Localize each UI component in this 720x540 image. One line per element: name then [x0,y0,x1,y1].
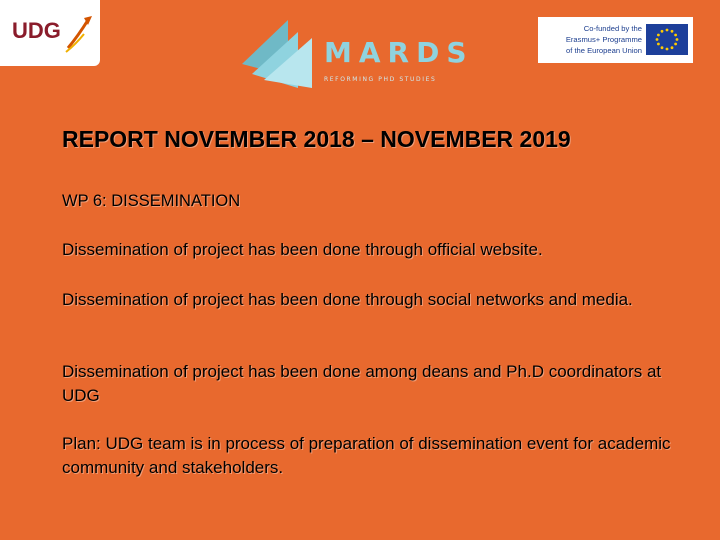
slide-title: REPORT NOVEMBER 2018 – NOVEMBER 2019 [62,126,571,152]
paragraph-social: Dissemination of project has been done through social networks and media. [62,290,633,309]
eu-text-line: of the European Union [566,46,642,55]
eu-cofunded-logo [538,17,693,63]
mards-title: MARDS [324,36,474,69]
eu-text-line: Erasmus+ Programme [565,35,642,44]
eu-flag-icon [646,24,688,55]
mards-triangles-icon [238,18,322,88]
udg-logo-label: UDG [12,18,61,43]
eu-text-line: Co-funded by the [583,24,642,33]
eu-cofunded-text [544,23,642,56]
paragraph-website: Dissemination of project has been done through official website. [62,240,543,259]
section-heading: WP 6: DISSEMINATION [62,192,241,210]
mards-logo [238,18,474,88]
mards-subtitle: REFORMING PHD STUDIES [324,76,437,83]
udg-swoosh-icon [6,8,96,63]
eu-stars-icon [646,24,688,55]
slide-content [62,122,702,477]
udg-logo [0,0,100,66]
paragraph-plan: Plan: UDG team is in process of preparation of dissemination event for academic community and stakeholders. [62,434,671,477]
paragraph-deans: Dissemination of project has been done among deans and Ph.D coordinators at UDG [62,362,662,405]
